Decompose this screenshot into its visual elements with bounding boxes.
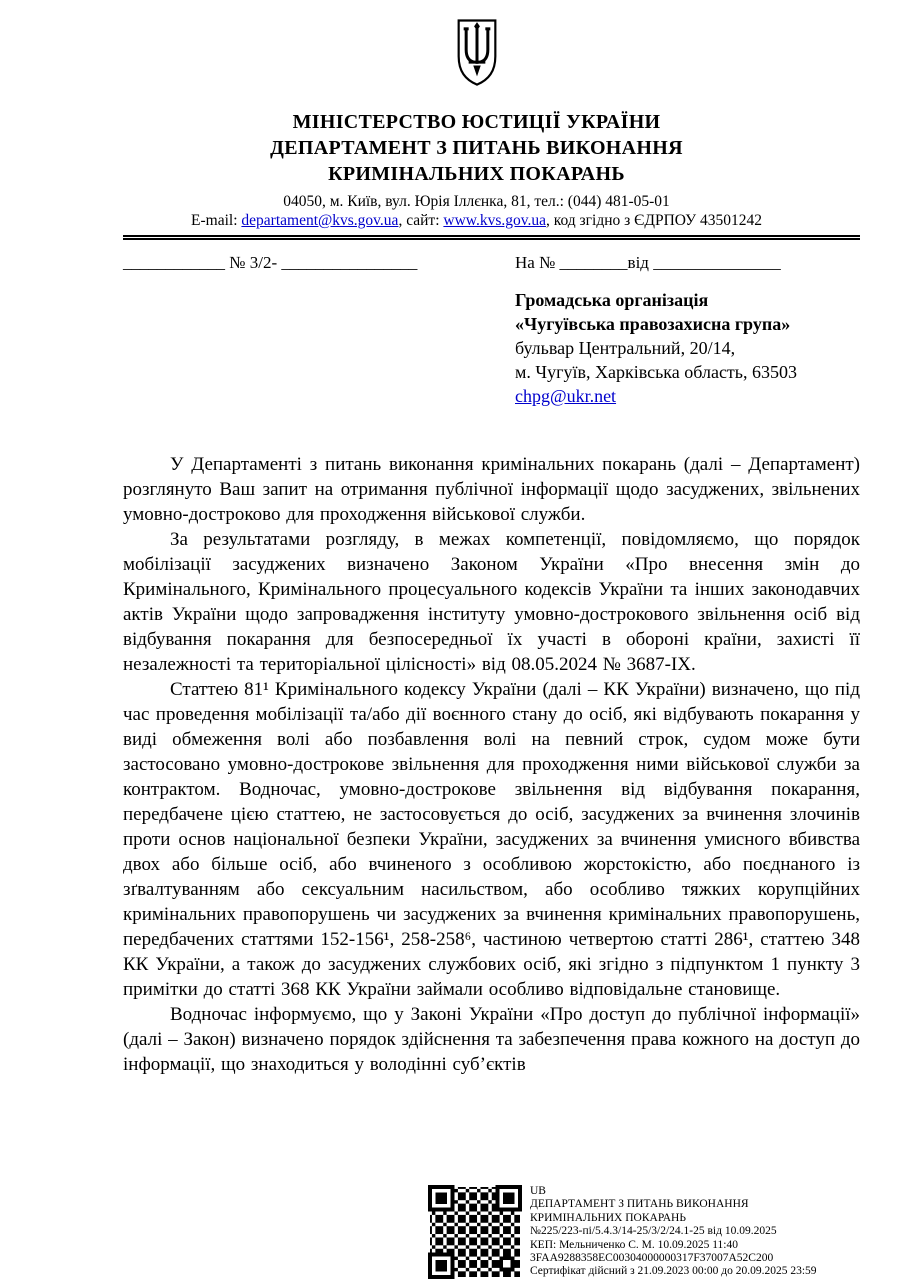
letterhead-divider — [123, 235, 860, 240]
recipient-address-line-1: бульвар Центральний, 20/14, — [515, 338, 736, 358]
contact-block — [123, 192, 830, 230]
outgoing-number-blank: ________________ — [277, 253, 418, 272]
letterhead — [123, 0, 830, 230]
organization-title — [123, 109, 830, 187]
stamp-line-cert-validity: Сертифікат дійсний з 21.09.2023 00:00 до 20.09.2025 23:59 — [530, 1265, 817, 1278]
recipient-org-line-2: «Чугуївська правозахисна група» — [515, 314, 791, 334]
recipient-address-line-2: м. Чугуїв, Харківська область, 63503 — [515, 362, 798, 382]
department-site-link[interactable]: www.kvs.gov.ua — [443, 212, 546, 229]
title-line-1: МІНІСТЕРСТВО ЮСТИЦІЇ УКРАЇНИ — [292, 111, 661, 133]
incoming-number-field — [515, 252, 860, 274]
title-line-3: КРИМІНАЛЬНИХ ПОКАРАНЬ — [328, 163, 625, 185]
email-site-line — [123, 211, 830, 230]
paragraph-3: Статтею 81¹ Кримінального кодексу України (далі – КК України) визначено, що під час проведення мобілізації та/або дії воєнного стану до осіб, які відбувають покарання у виді обмеження волі або позбавлення волі на певний строк, судом може бути застосовано умовно-дострокове звільнення для проходження ними військової служби за контрактом. Водночас, умовно-дострокове звільнення від відбування покарання, передбачене цією статтею, не застосовується до осіб, засуджених за вчинення злочинів проти основ національної безпеки України, засуджених за вчинення умисного вбивства двох або більше осіб, або вчиненого з особливою жорстокістю, або поєднаного із зґвалтуванням або сексуальним насильством, або особливо тяжких корупційних кримінальних правопорушень чи засуджених за вчинення кримінальних правопорушень, передбачених статтями 152-156¹, 258-258⁶, частиною четвертою статті 286¹, статтею 348 КК України, а також до засуджених службових осіб, які згідно з підпунктом 1 пункту 3 примітки до статті 368 КК України займали особливо відповідальне становище. — [123, 679, 860, 1000]
incoming-date-blank: _______________ — [653, 253, 781, 272]
department-email-link[interactable]: departament@kvs.gov.ua — [241, 212, 399, 229]
outgoing-number-label: № 3/2- — [229, 253, 278, 272]
letter-body — [123, 452, 860, 1077]
edrpou-code: , код згідно з ЄДРПОУ 43501242 — [546, 212, 762, 229]
stamp-line-signer: КЕП: Мельниченко С. М. 10.09.2025 11:40 — [530, 1238, 738, 1251]
reference-line — [123, 252, 860, 274]
paragraph-2: За результатами розгляду, в межах компетенції, повідомляємо, що порядок мобілізації засуджених визначено Законом України «Про внесення змін до Кримінального, Кримінального процесуального кодексів України та інших законодавчих актів України щодо запровадження інституту умовно-дострокового звільнення осіб від відбування покарання для безпосередньої їх участі в обороні країни, захисті її незалежності та територіальної цілісності» від 08.05.2024 № 3687-IX. — [123, 529, 860, 675]
stamp-line-logo: UB — [530, 1185, 546, 1197]
incoming-label: На № — [515, 253, 560, 272]
incoming-date-label: від — [627, 253, 654, 272]
ukraine-trident-emblem-icon — [452, 14, 502, 97]
stamp-line-doc-number: №225/223-пі/5.4.3/14-25/3/2/24.1-25 від 10.09.2025 — [530, 1225, 777, 1238]
date-blank: ____________ — [123, 253, 230, 272]
signature-stamp — [428, 1185, 817, 1279]
email-label: E-mail: — [191, 212, 242, 229]
qr-code-icon — [428, 1185, 522, 1279]
title-line-2: ДЕПАРТАМЕНТ З ПИТАНЬ ВИКОНАННЯ — [270, 137, 683, 159]
postal-address-line: 04050, м. Київ, вул. Юрія Іллєнка, 81, тел.: (044) 481-05-01 — [283, 193, 670, 210]
stamp-line-hash: 3FAA9288358EC00304000000317F37007A52C200 — [530, 1252, 774, 1265]
stamp-line-org-2: КРИМІНАЛЬНИХ ПОКАРАНЬ — [530, 1211, 686, 1224]
stamp-line-org-1: ДЕПАРТАМЕНТ З ПИТАНЬ ВИКОНАННЯ — [530, 1198, 749, 1211]
incoming-number-blank: ________ — [559, 253, 628, 272]
site-label: , сайт: — [398, 212, 444, 229]
recipient-block — [515, 288, 860, 408]
stamp-text-block — [530, 1185, 817, 1279]
outgoing-number-field — [123, 252, 417, 274]
paragraph-4: Водночас інформуємо, що у Законі України «Про доступ до публічної інформації» (далі – Закон) визначено порядок здійснення та забезпечення права кожного на доступ до інформації, що знаходиться у володінні суб’єктів — [123, 1004, 860, 1075]
recipient-org-line-1: Громадська організація — [515, 290, 709, 310]
paragraph-1: У Департаменті з питань виконання кримінальних покарань (далі – Департамент) розглянуто Ваш запит на отримання публічної інформації щодо засуджених, звільнених умовно-достроково для проходження військової служби. — [123, 454, 860, 525]
recipient-email-link[interactable]: chpg@ukr.net — [515, 386, 617, 406]
